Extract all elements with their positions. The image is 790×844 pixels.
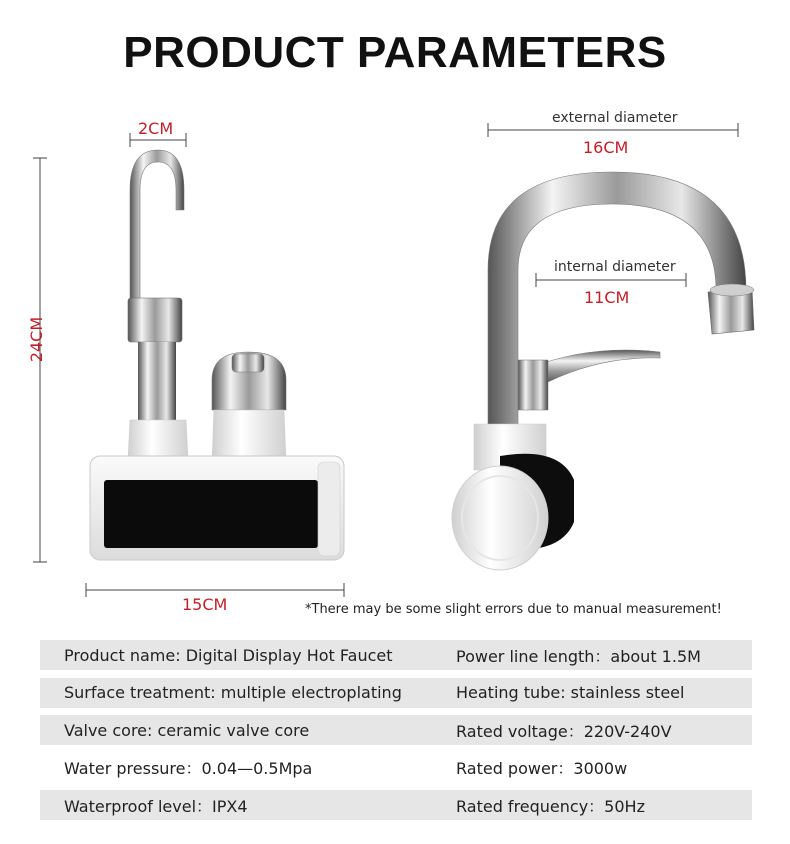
spec-row (40, 790, 752, 820)
internal-diameter-label: internal diameter (554, 259, 676, 275)
spout-width-label: 2CM (138, 119, 174, 138)
spec-row (40, 753, 752, 783)
external-diameter-label: external diameter (552, 110, 678, 126)
spec-table (40, 640, 752, 828)
body-width-label: 15CM (182, 595, 228, 614)
spec-left: Waterproof level：IPX4 (64, 796, 248, 816)
front-view-faucet (90, 150, 344, 560)
spec-left: Valve core: ceramic valve core (64, 720, 310, 740)
height-label: 24CM (27, 316, 47, 363)
dim-line-internal-diameter (536, 273, 686, 287)
spec-right: Rated voltage：220V-240V (456, 721, 672, 741)
spec-right: Heating tube: stainless steel (456, 683, 685, 702)
spec-left: Surface treatment: multiple electroplating (64, 683, 402, 702)
internal-diameter-value: 11CM (584, 288, 630, 307)
page-title: PRODUCT PARAMETERS (123, 28, 667, 77)
spec-right: Power line length：about 1.5M (456, 646, 701, 666)
side-view-faucet (452, 172, 754, 570)
spec-row (40, 715, 752, 745)
spec-left: Product name: Digital Display Hot Faucet (64, 645, 393, 665)
spec-row (40, 678, 752, 708)
spec-right: Rated power：3000w (456, 759, 628, 778)
spec-right: Rated frequency：50Hz (456, 796, 645, 816)
external-diameter-value: 16CM (583, 138, 629, 157)
spec-row (40, 640, 752, 670)
spec-left: Water pressure：0.04—0.5Mpa (64, 759, 313, 778)
measurement-note: *There may be some slight errors due to manual measurement! (305, 602, 722, 617)
